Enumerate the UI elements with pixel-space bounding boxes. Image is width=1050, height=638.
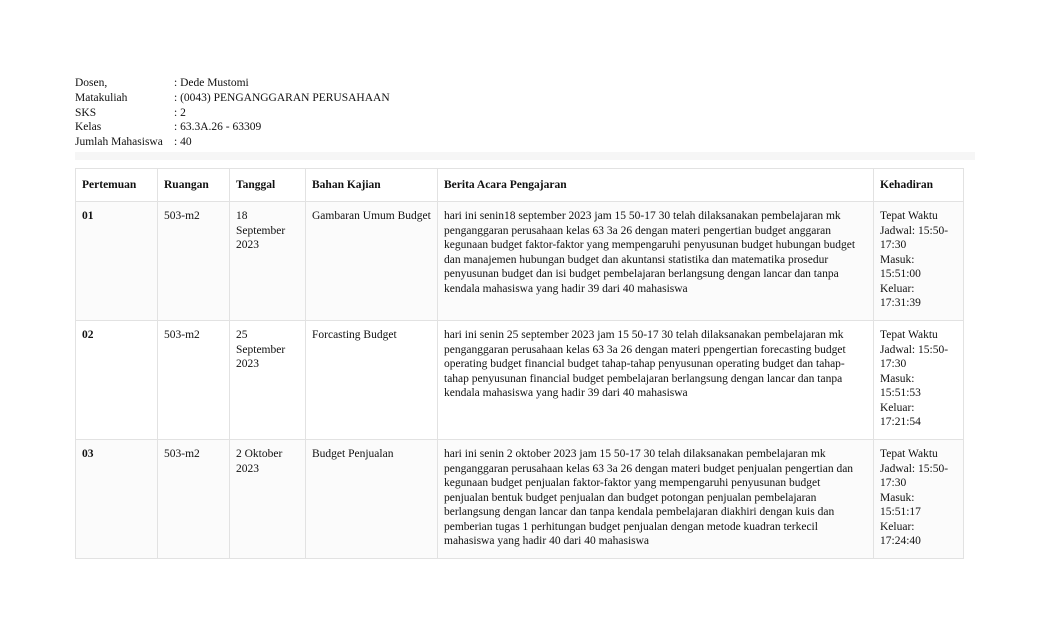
cell-kehadiran (874, 321, 964, 440)
header-pertemuan: Pertemuan (76, 169, 158, 202)
cell-tanggal: 25 September 2023 (230, 321, 306, 440)
table-row (76, 440, 964, 559)
sks-label: SKS (75, 106, 97, 119)
table-header-row (76, 169, 964, 202)
kehadiran-masuk: Masuk: 15:51:53 (880, 372, 921, 399)
cell-bahan-kajian: Budget Penjualan (306, 440, 438, 559)
kehadiran-keluar: Keluar: 17:24:40 (880, 520, 921, 547)
cell-tanggal: 18 September 2023 (230, 202, 306, 321)
cell-ruangan: 503-m2 (158, 440, 230, 559)
info-row-sks (75, 106, 390, 121)
cell-berita-acara: hari ini senin18 september 2023 jam 15 50-17 30 telah dilaksanakan pembelajaran mk penganggaran perusahaan kelas 63 3a 26 dengan materi pengertian budget anggaran kegunaan budget faktor-faktor yang mempengaruhi penyusunan budget hubungan budget dan manajemen hubungan budget dan akuntansi statistika dan matematika prosedur penyusunan budget dan isi budget pembelajaran berlangsung dengan lancar dan tanpa kendala mahasiswa yang hadir 39 dari 40 mahasiswa (438, 202, 874, 321)
kehadiran-masuk: Masuk: 15:51:00 (880, 253, 921, 280)
header-berita-acara: Berita Acara Pengajaran (438, 169, 874, 202)
table-row (76, 202, 964, 321)
info-row-matakuliah (75, 91, 390, 106)
info-row-dosen (75, 76, 390, 91)
cell-berita-acara: hari ini senin 25 september 2023 jam 15 50-17 30 telah dilaksanakan pembelajaran mk penganggaran perusahaan kelas 63 3a 26 dengan materi ppengertian forecasting budget operating budget financial budget tahap-tahap penyusunan operating budget dan tahap-tahap penyusunan financial budget pembelajaran berlangsung dengan lancar dan tanpa kendala mahasiswa yang hadir 39 dari 40 mahasiswa (438, 321, 874, 440)
header-bahan-kajian: Bahan Kajian (306, 169, 438, 202)
info-row-kelas (75, 120, 390, 135)
kehadiran-status: Tepat Waktu (880, 448, 938, 460)
kehadiran-masuk: Masuk: 15:51:17 (880, 491, 921, 518)
header-ruangan: Ruangan (158, 169, 230, 202)
jumlah-label: Jumlah Mahasiswa (75, 136, 163, 149)
course-info (75, 76, 390, 150)
kelas-value: : 63.3A.26 - 63309 (174, 121, 262, 134)
info-row-jumlah (75, 135, 390, 150)
sks-value: : 2 (174, 106, 186, 119)
attendance-table (75, 168, 964, 559)
jumlah-value: : 40 (174, 136, 192, 149)
cell-kehadiran (874, 202, 964, 321)
matakuliah-value: : (0043) PENGANGGARAN PERUSAHAAN (174, 91, 390, 104)
dosen-label: Dosen, (75, 77, 108, 89)
header-tanggal: Tanggal (230, 169, 306, 202)
cell-bahan-kajian: Gambaran Umum Budget (306, 202, 438, 321)
cell-ruangan: 503-m2 (158, 202, 230, 321)
cell-bahan-kajian: Forcasting Budget (306, 321, 438, 440)
table-row (76, 321, 964, 440)
cell-ruangan: 503-m2 (158, 321, 230, 440)
cell-tanggal: 2 Oktober 2023 (230, 440, 306, 559)
cell-kehadiran (874, 440, 964, 559)
cell-pertemuan: 01 (76, 202, 158, 321)
kehadiran-jadwal: Jadwal: 15:50-17:30 (880, 343, 949, 370)
matakuliah-label: Matakuliah (75, 91, 128, 104)
kehadiran-keluar: Keluar: 17:21:54 (880, 401, 921, 428)
kehadiran-jadwal: Jadwal: 15:50-17:30 (880, 224, 949, 251)
dosen-value: : Dede Mustomi (174, 77, 249, 89)
kehadiran-keluar: Keluar: 17:31:39 (880, 282, 921, 309)
divider (75, 152, 975, 160)
kelas-label: Kelas (75, 121, 102, 134)
cell-pertemuan: 03 (76, 440, 158, 559)
kehadiran-status: Tepat Waktu (880, 329, 938, 341)
cell-pertemuan: 02 (76, 321, 158, 440)
header-kehadiran: Kehadiran (874, 169, 964, 202)
kehadiran-status: Tepat Waktu (880, 210, 938, 222)
kehadiran-jadwal: Jadwal: 15:50-17:30 (880, 462, 949, 489)
cell-berita-acara: hari ini senin 2 oktober 2023 jam 15 50-17 30 telah dilaksanakan pembelajaran mk penganggaran perusahaan kelas 63 3a 26 dengan materi budget penjualan pengertian dan kegunaan budget penjualan faktor-faktor yang mempengaruhi penyusunan budget penjualan bentuk budget penjualan dan budget potongan penjualan pembelajaran berlangsung dengan lancar dan tanpa kendala pembelajaran diakhiri dengan kuis dan pemberian tugas 1 perhitungan budget penjualan dengan metode kuadran terkecil mahasiswa yang hadir 40 dari 40 mahasiswa (438, 440, 874, 559)
